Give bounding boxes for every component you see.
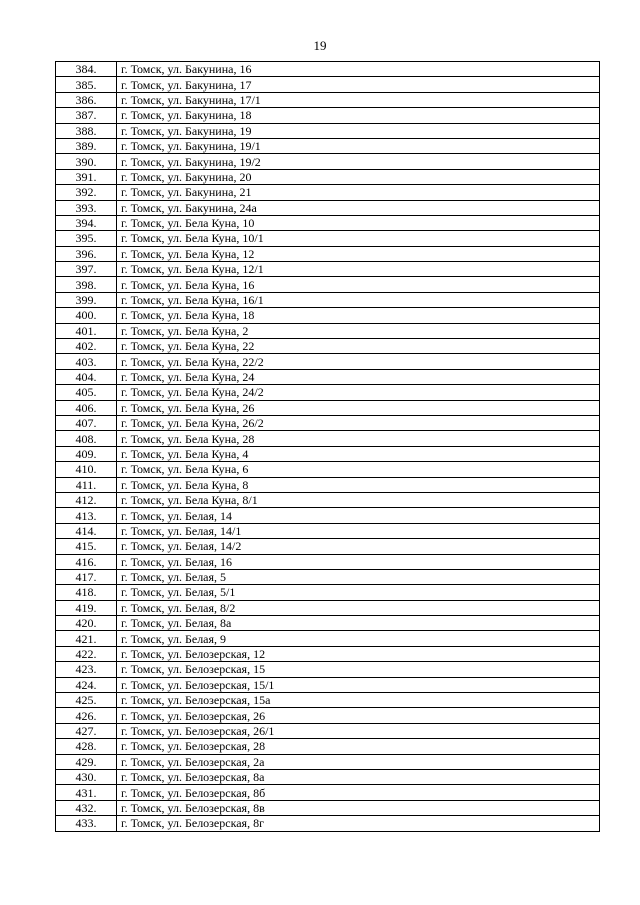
row-number: 419. bbox=[56, 600, 117, 615]
row-number: 384. bbox=[56, 62, 117, 77]
row-address: г. Томск, ул. Белозерская, 8б bbox=[117, 785, 600, 800]
row-number: 432. bbox=[56, 800, 117, 815]
table-row bbox=[56, 662, 600, 677]
row-address: г. Томск, ул. Белозерская, 15 bbox=[117, 662, 600, 677]
table-row bbox=[56, 277, 600, 292]
row-number: 399. bbox=[56, 292, 117, 307]
row-address: г. Томск, ул. Бела Куна, 24 bbox=[117, 369, 600, 384]
row-number: 390. bbox=[56, 154, 117, 169]
row-number: 404. bbox=[56, 369, 117, 384]
table-row bbox=[56, 308, 600, 323]
table-row bbox=[56, 754, 600, 769]
table-row bbox=[56, 415, 600, 430]
row-number: 396. bbox=[56, 246, 117, 261]
row-number: 417. bbox=[56, 569, 117, 584]
row-number: 421. bbox=[56, 631, 117, 646]
table-row bbox=[56, 323, 600, 338]
row-number: 403. bbox=[56, 354, 117, 369]
row-number: 426. bbox=[56, 708, 117, 723]
row-number: 411. bbox=[56, 477, 117, 492]
table-row bbox=[56, 369, 600, 384]
table-row bbox=[56, 492, 600, 507]
row-address: г. Томск, ул. Белая, 5 bbox=[117, 569, 600, 584]
row-address: г. Томск, ул. Бела Куна, 6 bbox=[117, 462, 600, 477]
table-row bbox=[56, 339, 600, 354]
row-number: 386. bbox=[56, 92, 117, 107]
row-address: г. Томск, ул. Белая, 5/1 bbox=[117, 585, 600, 600]
table-row bbox=[56, 723, 600, 738]
row-number: 425. bbox=[56, 693, 117, 708]
table-row bbox=[56, 138, 600, 153]
row-address: г. Томск, ул. Белозерская, 26/1 bbox=[117, 723, 600, 738]
row-number: 410. bbox=[56, 462, 117, 477]
row-address: г. Томск, ул. Белозерская, 8а bbox=[117, 769, 600, 784]
row-address: г. Томск, ул. Бакунина, 16 bbox=[117, 62, 600, 77]
row-address: г. Томск, ул. Белозерская, 28 bbox=[117, 739, 600, 754]
row-address: г. Томск, ул. Бела Куна, 22 bbox=[117, 339, 600, 354]
row-number: 416. bbox=[56, 554, 117, 569]
table-row bbox=[56, 77, 600, 92]
table-row bbox=[56, 154, 600, 169]
row-number: 409. bbox=[56, 446, 117, 461]
row-address: г. Томск, ул. Бела Куна, 10/1 bbox=[117, 231, 600, 246]
table-row bbox=[56, 569, 600, 584]
row-address: г. Томск, ул. Бела Куна, 24/2 bbox=[117, 385, 600, 400]
table-row bbox=[56, 231, 600, 246]
row-number: 397. bbox=[56, 262, 117, 277]
row-address: г. Томск, ул. Белозерская, 8в bbox=[117, 800, 600, 815]
table-row bbox=[56, 431, 600, 446]
row-address: г. Томск, ул. Бела Куна, 18 bbox=[117, 308, 600, 323]
table-row bbox=[56, 62, 600, 77]
table-row bbox=[56, 200, 600, 215]
row-number: 395. bbox=[56, 231, 117, 246]
table-row bbox=[56, 123, 600, 138]
table-row bbox=[56, 508, 600, 523]
row-number: 406. bbox=[56, 400, 117, 415]
row-address: г. Томск, ул. Бела Куна, 16 bbox=[117, 277, 600, 292]
row-address: г. Томск, ул. Бела Куна, 10 bbox=[117, 215, 600, 230]
row-address: г. Томск, ул. Бакунина, 19/1 bbox=[117, 138, 600, 153]
row-address: г. Томск, ул. Белозерская, 26 bbox=[117, 708, 600, 723]
row-address: г. Томск, ул. Белая, 14 bbox=[117, 508, 600, 523]
table-row bbox=[56, 215, 600, 230]
row-number: 424. bbox=[56, 677, 117, 692]
row-address: г. Томск, ул. Бела Куна, 16/1 bbox=[117, 292, 600, 307]
table-row bbox=[56, 554, 600, 569]
table-row bbox=[56, 185, 600, 200]
table-row bbox=[56, 446, 600, 461]
row-number: 402. bbox=[56, 339, 117, 354]
row-address: г. Томск, ул. Бакунина, 19/2 bbox=[117, 154, 600, 169]
row-address: г. Томск, ул. Белозерская, 12 bbox=[117, 646, 600, 661]
table-row bbox=[56, 785, 600, 800]
row-number: 389. bbox=[56, 138, 117, 153]
table-row bbox=[56, 400, 600, 415]
table-row bbox=[56, 262, 600, 277]
row-number: 394. bbox=[56, 215, 117, 230]
row-address: г. Томск, ул. Бакунина, 24а bbox=[117, 200, 600, 215]
row-number: 430. bbox=[56, 769, 117, 784]
row-address: г. Томск, ул. Бакунина, 17/1 bbox=[117, 92, 600, 107]
row-number: 414. bbox=[56, 523, 117, 538]
row-address: г. Томск, ул. Бакунина, 17 bbox=[117, 77, 600, 92]
table-row bbox=[56, 800, 600, 815]
row-number: 423. bbox=[56, 662, 117, 677]
row-number: 388. bbox=[56, 123, 117, 138]
row-number: 431. bbox=[56, 785, 117, 800]
table-row bbox=[56, 616, 600, 631]
row-address: г. Томск, ул. Бела Куна, 8/1 bbox=[117, 492, 600, 507]
row-address: г. Томск, ул. Бела Куна, 26/2 bbox=[117, 415, 600, 430]
row-address: г. Томск, ул. Бакунина, 18 bbox=[117, 108, 600, 123]
row-number: 392. bbox=[56, 185, 117, 200]
row-address: г. Томск, ул. Белая, 14/2 bbox=[117, 539, 600, 554]
row-number: 401. bbox=[56, 323, 117, 338]
table-row bbox=[56, 816, 600, 831]
row-number: 427. bbox=[56, 723, 117, 738]
table-row bbox=[56, 169, 600, 184]
row-address: г. Томск, ул. Бела Куна, 12 bbox=[117, 246, 600, 261]
row-address: г. Томск, ул. Бела Куна, 22/2 bbox=[117, 354, 600, 369]
row-number: 418. bbox=[56, 585, 117, 600]
table-row bbox=[56, 108, 600, 123]
row-number: 385. bbox=[56, 77, 117, 92]
row-address: г. Томск, ул. Белая, 8а bbox=[117, 616, 600, 631]
row-address: г. Томск, ул. Белая, 16 bbox=[117, 554, 600, 569]
row-address: г. Томск, ул. Белая, 8/2 bbox=[117, 600, 600, 615]
table-row bbox=[56, 646, 600, 661]
row-number: 400. bbox=[56, 308, 117, 323]
table-row bbox=[56, 739, 600, 754]
row-address: г. Томск, ул. Белозерская, 15/1 bbox=[117, 677, 600, 692]
table-row bbox=[56, 585, 600, 600]
table-row bbox=[56, 385, 600, 400]
row-number: 405. bbox=[56, 385, 117, 400]
row-address: г. Томск, ул. Бакунина, 21 bbox=[117, 185, 600, 200]
row-number: 413. bbox=[56, 508, 117, 523]
table-row bbox=[56, 600, 600, 615]
row-number: 398. bbox=[56, 277, 117, 292]
row-address: г. Томск, ул. Белозерская, 15а bbox=[117, 693, 600, 708]
table-row bbox=[56, 477, 600, 492]
row-number: 407. bbox=[56, 415, 117, 430]
row-address: г. Томск, ул. Белозерская, 8г bbox=[117, 816, 600, 831]
row-address: г. Томск, ул. Белозерская, 2а bbox=[117, 754, 600, 769]
row-address: г. Томск, ул. Бакунина, 19 bbox=[117, 123, 600, 138]
row-address: г. Томск, ул. Белая, 9 bbox=[117, 631, 600, 646]
row-address: г. Томск, ул. Бела Куна, 26 bbox=[117, 400, 600, 415]
row-number: 415. bbox=[56, 539, 117, 554]
table-row bbox=[56, 92, 600, 107]
table-row bbox=[56, 292, 600, 307]
table-row bbox=[56, 523, 600, 538]
row-number: 408. bbox=[56, 431, 117, 446]
row-number: 422. bbox=[56, 646, 117, 661]
page-number: 19 bbox=[313, 38, 327, 53]
row-number: 412. bbox=[56, 492, 117, 507]
row-number: 387. bbox=[56, 108, 117, 123]
row-number: 420. bbox=[56, 616, 117, 631]
table-row bbox=[56, 693, 600, 708]
row-number: 428. bbox=[56, 739, 117, 754]
row-address: г. Томск, ул. Бакунина, 20 bbox=[117, 169, 600, 184]
table-row bbox=[56, 677, 600, 692]
row-number: 429. bbox=[56, 754, 117, 769]
row-address: г. Томск, ул. Бела Куна, 12/1 bbox=[117, 262, 600, 277]
row-address: г. Томск, ул. Белая, 14/1 bbox=[117, 523, 600, 538]
table-row bbox=[56, 539, 600, 554]
row-address: г. Томск, ул. Бела Куна, 2 bbox=[117, 323, 600, 338]
row-number: 391. bbox=[56, 169, 117, 184]
address-table-body bbox=[56, 62, 600, 832]
row-address: г. Томск, ул. Бела Куна, 28 bbox=[117, 431, 600, 446]
address-table bbox=[55, 61, 600, 832]
table-row bbox=[56, 354, 600, 369]
table-row bbox=[56, 246, 600, 261]
row-address: г. Томск, ул. Бела Куна, 8 bbox=[117, 477, 600, 492]
row-number: 393. bbox=[56, 200, 117, 215]
row-number: 433. bbox=[56, 816, 117, 831]
table-row bbox=[56, 631, 600, 646]
row-address: г. Томск, ул. Бела Куна, 4 bbox=[117, 446, 600, 461]
table-row bbox=[56, 462, 600, 477]
table-row bbox=[56, 769, 600, 784]
table-row bbox=[56, 708, 600, 723]
